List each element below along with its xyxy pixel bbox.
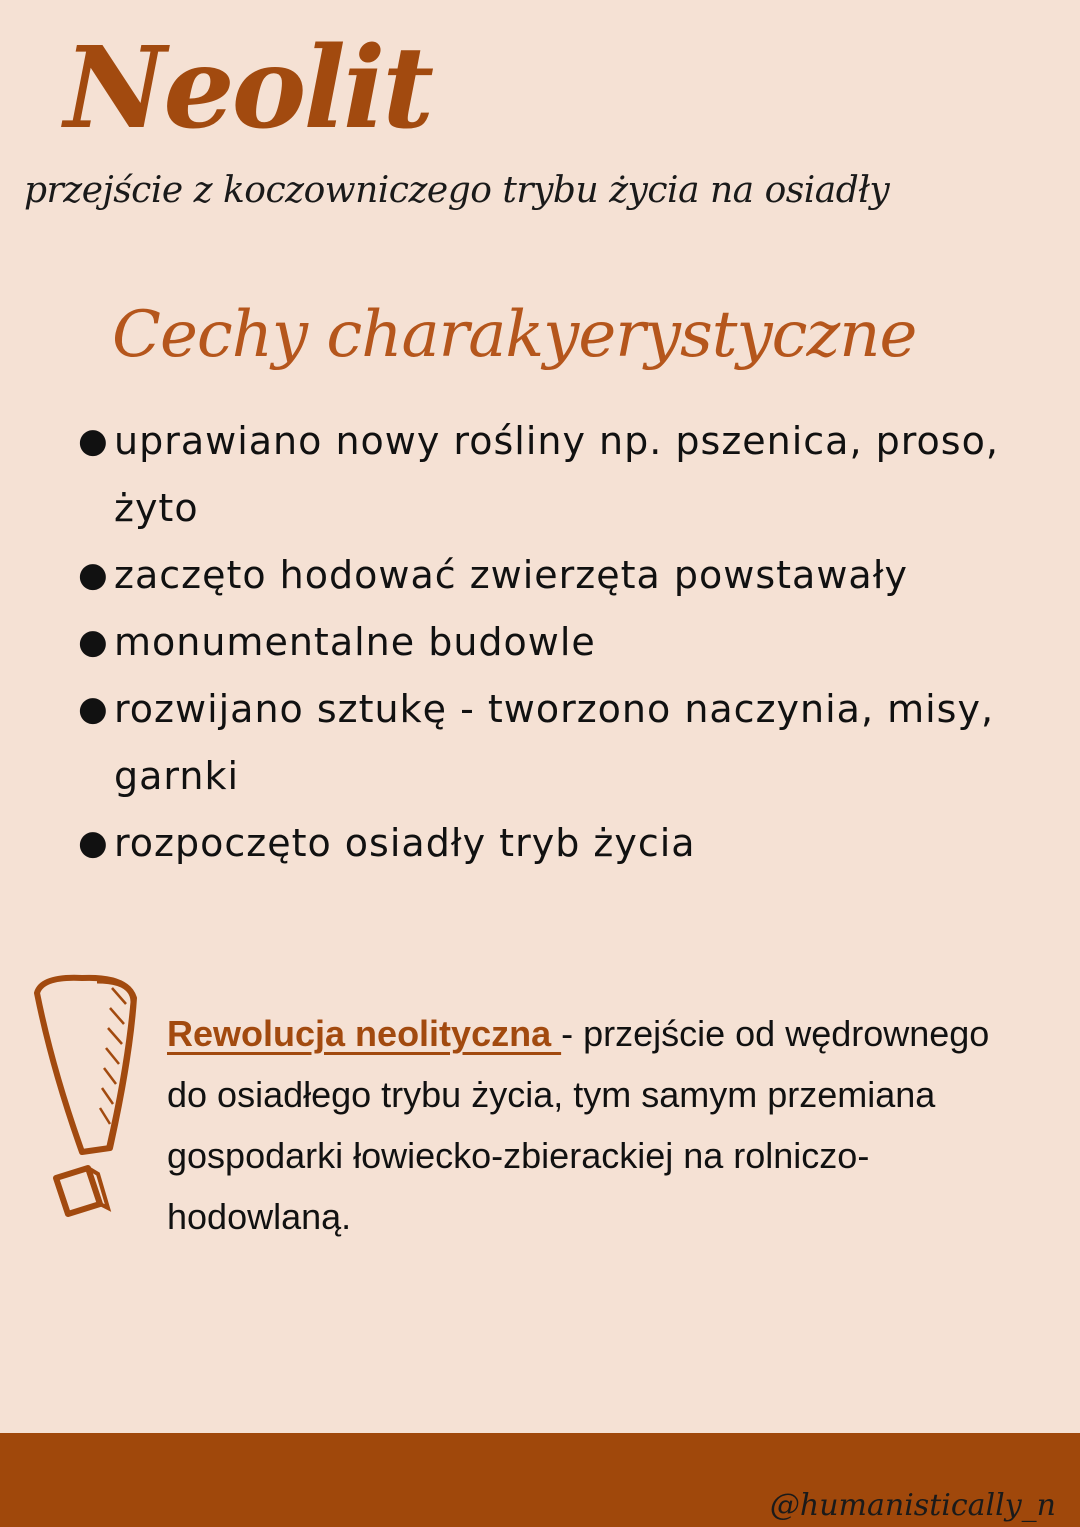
section-heading: Cechy charakyerystyczne (112, 298, 917, 372)
list-item: ● rozpoczęto osiadły tryb życia (78, 810, 1038, 877)
bullet-icon: ● (78, 622, 109, 662)
features-list (78, 408, 1038, 877)
list-item: ● monumentalne budowle (78, 609, 1038, 676)
page-title: Neolit (64, 23, 432, 154)
bullet-icon: ● (78, 689, 109, 729)
bullet-icon: ● (78, 823, 109, 863)
exclamation-icon (22, 968, 147, 1228)
list-item: ● uprawiano nowy rośliny np. pszenica, proso, żyto (78, 408, 1038, 542)
bullet-icon: ● (78, 555, 109, 595)
bullet-icon: ● (78, 421, 109, 461)
note-definition: - przejście od wędrownego do osiadłego trybu życia, tym samym przemiana gospodarki łowiecko-zbierackiej na rolniczo-hodowlaną. (167, 1013, 990, 1237)
list-item: ● rozwijano sztukę - tworzono naczynia, misy, garnki (78, 676, 1038, 810)
author-handle: @humanistically_n (769, 1488, 1056, 1523)
revolution-note (167, 1003, 1027, 1247)
note-term: Rewolucja neolityczna (167, 1013, 562, 1054)
page-subtitle: przejście z koczowniczego trybu życia na osiadły (24, 170, 890, 211)
list-item: ● zaczęto hodować zwierzęta powstawały (78, 542, 1038, 609)
